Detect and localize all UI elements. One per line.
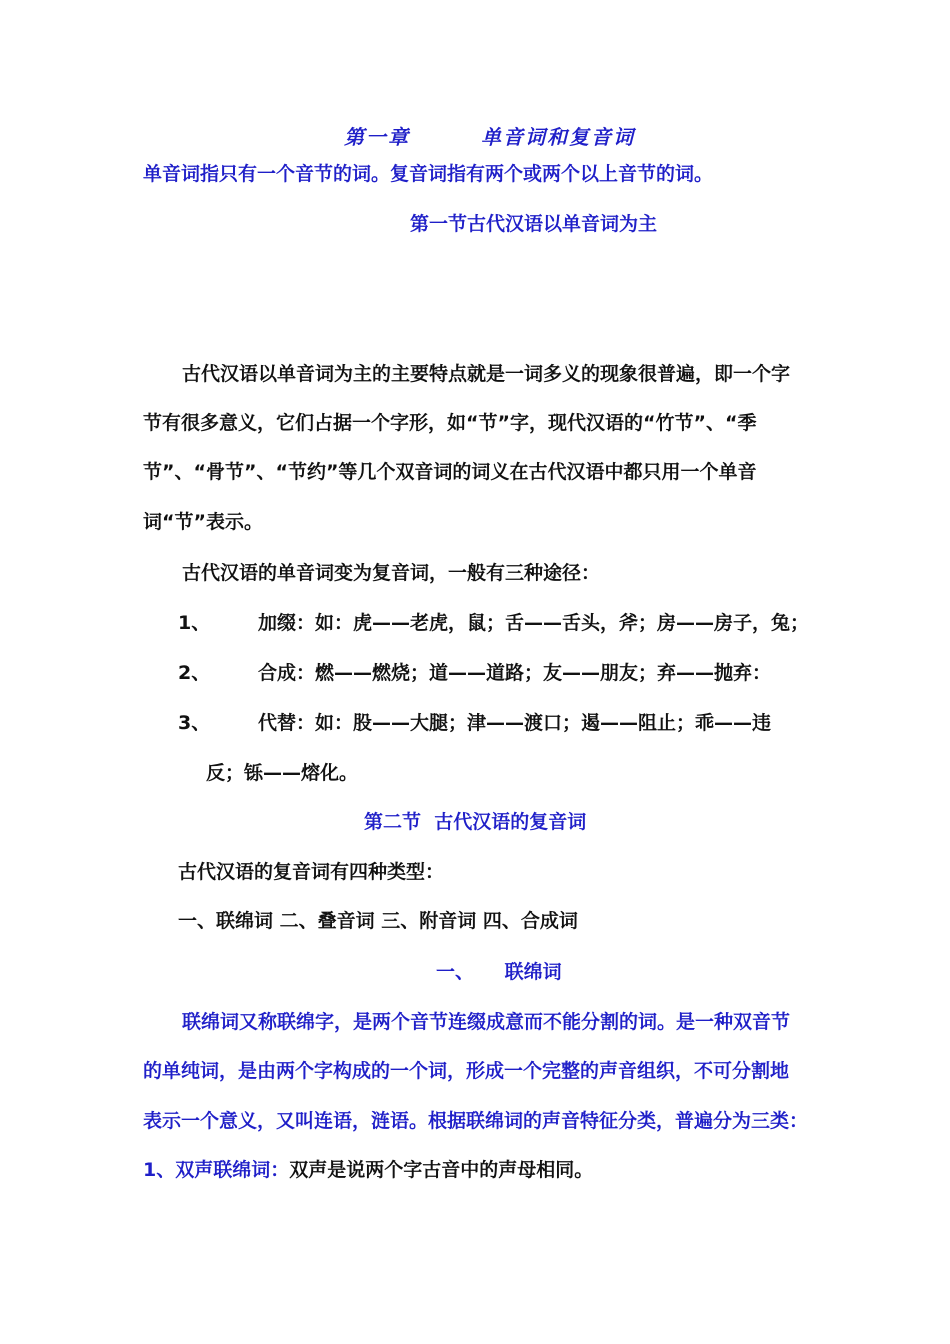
types-intro: 古代汉语的复音词有四种类型： <box>178 861 445 883</box>
list-item-text: 合成：燃——燃烧；道——道路；友——朋友；弃——抛弃： <box>258 662 772 684</box>
subsection-number: 一、 <box>436 961 475 983</box>
list-item-number: 3、 <box>178 712 211 734</box>
intro-line: 单音词指只有一个音节的词。复音词指有两个或两个以上音节的词。 <box>143 163 714 185</box>
classification-item <box>143 1157 593 1183</box>
paragraph-line: 词“节”表示。 <box>143 511 263 533</box>
list-item-number: 2、 <box>178 662 211 684</box>
types-list: 一、联绵词 二、叠音词 三、附音词 四、合成词 <box>178 910 578 932</box>
section2-heading: 第二节 古代汉语的复音词 <box>364 811 587 833</box>
chapter-title-text: 单音词和复音词 <box>480 125 635 149</box>
chapter-title <box>344 124 635 150</box>
list-item-text: 代替：如：股——大腿；津——渡口；遏——阻止；乖——违 <box>258 712 772 734</box>
list-item-number: 1、 <box>178 612 211 634</box>
subsection-title: 联绵词 <box>504 961 562 983</box>
definition-line: 联绵词又称联绵字，是两个音节连缀成意而不能分割的词。是一种双音节 <box>182 1011 791 1033</box>
chapter-number: 第一章 <box>344 125 410 149</box>
paragraph-line: 节”、“骨节”、“节约”等几个双音词的词义在古代汉语中都只用一个单音 <box>143 461 757 483</box>
subsection-heading <box>436 959 562 985</box>
section1-heading: 第一节古代汉语以单音词为主 <box>410 213 658 235</box>
classification-text: 双声是说两个字古音中的声母相同。 <box>289 1159 594 1181</box>
paragraph-line: 古代汉语以单音词为主的主要特点就是一词多义的现象很普遍，即一个字 <box>182 363 791 385</box>
definition-line: 表示一个意义，又叫连语，涟语。根据联绵词的声音特征分类，普遍分为三类： <box>143 1110 809 1132</box>
ways-intro: 古代汉语的单音词变为复音词，一般有三种途径： <box>182 562 601 584</box>
list-item-continuation: 反；铄——熔化。 <box>206 762 359 784</box>
paragraph-line: 节有很多意义，它们占据一个字形，如“节”字，现代汉语的“竹节”、“季 <box>143 412 757 434</box>
classification-label: 1、双声联绵词： <box>143 1159 290 1181</box>
list-item-text: 加缀：如：虎——老虎，鼠；舌——舌头，斧；房——房子，兔； <box>258 612 810 634</box>
definition-line: 的单纯词，是由两个字构成的一个词，形成一个完整的声音组织，不可分割地 <box>143 1060 790 1082</box>
